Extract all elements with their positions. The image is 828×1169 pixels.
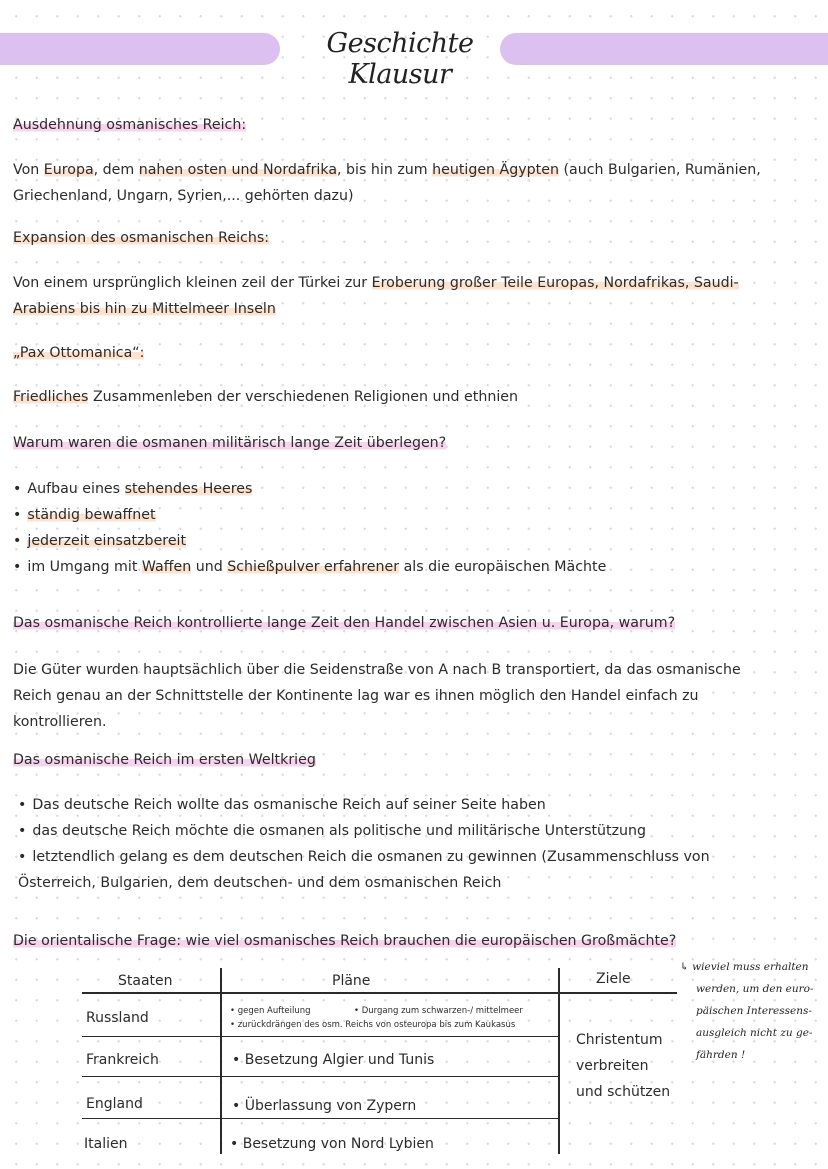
list-militaer <box>13 476 606 580</box>
table-cell-state: England <box>86 1096 143 1112</box>
paragraph-handel-line3: kontrollieren. <box>13 714 107 730</box>
table-cell-plan: • Besetzung von Nord Lybien <box>230 1136 434 1152</box>
heading-militaer: Warum waren die osmanen militärisch lange Zeit überlegen? <box>13 435 447 451</box>
table-cell-state: Frankreich <box>86 1052 159 1068</box>
table-line <box>558 968 560 1154</box>
paragraph-handel-line2: Reich genau an der Schnittstelle der Kontinente lag war es ihnen möglich den Handel einfach zu <box>13 688 699 704</box>
paragraph-ausdehnung-line2: Griechenland, Ungarn, Syrien,... gehörten dazu) <box>13 188 354 204</box>
page-title: Geschichte Klausur <box>326 28 474 90</box>
list-item: • Das deutsche Reich wollte das osmanische Reich auf seiner Seite haben <box>18 792 710 818</box>
table-line <box>82 1036 558 1037</box>
list-item-continuation: Österreich, Bulgarien, dem deutschen- und dem osmanischen Reich <box>18 875 502 891</box>
list-item: • das deutsche Reich möchte die osmanen als politische und militärische Unterstützung <box>18 818 710 844</box>
side-note-line: päischen Interessens- <box>696 1005 812 1017</box>
side-note-line: werden, um den euro- <box>696 983 814 995</box>
table-header-staaten: Staaten <box>118 973 173 989</box>
side-note-line: fährden ! <box>696 1049 746 1061</box>
table-cell-plan: • Durgang zum schwarzen-/ mittelmeer <box>354 1006 523 1016</box>
table-line <box>82 992 677 994</box>
heading-orientalische-frage: Die orientalische Frage: wie viel osmanisches Reich brauchen die europäischen Großmächte? <box>13 933 677 949</box>
table-cell-plan: • gegen Aufteilung <box>230 1006 311 1016</box>
list-weltkrieg <box>18 792 710 870</box>
side-note-line: ausgleich nicht zu ge- <box>696 1027 813 1039</box>
list-item: • letztendlich gelang es dem deutschen Reich die osmanen zu gewinnen (Zusammenschluss von <box>18 844 710 870</box>
paragraph-expansion-line1: Von einem ursprünglich kleinen zeil der Türkei zur Eroberung großer Teile Europas, Nordafrikas, Saudi- <box>13 275 739 291</box>
table-cell-state: Italien <box>84 1136 128 1152</box>
table-cell-goal: Christentum <box>576 1032 663 1048</box>
paragraph-ausdehnung-line1: Von Europa, dem nahen osten und Nordafrika, bis hin zum heutigen Ägypten (auch Bulgarien, Rumänien, <box>13 162 761 178</box>
header-band-left <box>0 33 280 65</box>
paragraph-expansion-line2: Arabiens bis hin zu Mittelmeer Inseln <box>13 301 276 317</box>
table-line <box>82 1076 558 1077</box>
heading-ausdehnung: Ausdehnung osmanisches Reich: <box>13 117 247 133</box>
table-cell-plan: • Besetzung Algier und Tunis <box>232 1052 435 1068</box>
side-note <box>680 956 814 1066</box>
heading-weltkrieg: Das osmanische Reich im ersten Weltkrieg <box>13 752 316 768</box>
list-item: • Aufbau eines stehendes Heeres <box>13 476 606 502</box>
table-cell-goal: und schützen <box>576 1084 671 1100</box>
paragraph-handel-line1: Die Güter wurden hauptsächlich über die Seidenstraße von A nach B transportiert, da das osmanische <box>13 662 741 678</box>
plans-table <box>82 968 677 1158</box>
heading-expansion: Expansion des osmanischen Reichs: <box>13 230 269 246</box>
table-cell-state: Russland <box>86 1010 149 1026</box>
table-cell-goal: verbreiten <box>576 1058 649 1074</box>
side-note-line: ↳ wieviel muss erhalten <box>680 961 809 973</box>
table-cell-plan: • zurückdrängen des osm. Reichs von osteuropa bis zum Kaukasus <box>230 1020 516 1030</box>
list-item: • jederzeit einsatzbereit <box>13 528 606 554</box>
table-header-plaene: Pläne <box>332 973 371 989</box>
table-line <box>82 1118 558 1119</box>
list-item: • im Umgang mit Waffen und Schießpulver erfahrener als die europäischen Mächte <box>13 554 606 580</box>
table-cell-plan: • Überlassung von Zypern <box>232 1098 417 1114</box>
table-line <box>220 968 222 1154</box>
heading-handel: Das osmanische Reich kontrollierte lange Zeit den Handel zwischen Asien u. Europa, warum? <box>13 615 676 631</box>
list-item: • ständig bewaffnet <box>13 502 606 528</box>
heading-pax-ottomanica: „Pax Ottomanica“: <box>13 345 145 361</box>
header-band-right <box>500 33 828 65</box>
table-header-ziele: Ziele <box>596 971 631 987</box>
paragraph-pax: Friedliches Zusammenleben der verschiedenen Religionen und ethnien <box>13 389 518 405</box>
